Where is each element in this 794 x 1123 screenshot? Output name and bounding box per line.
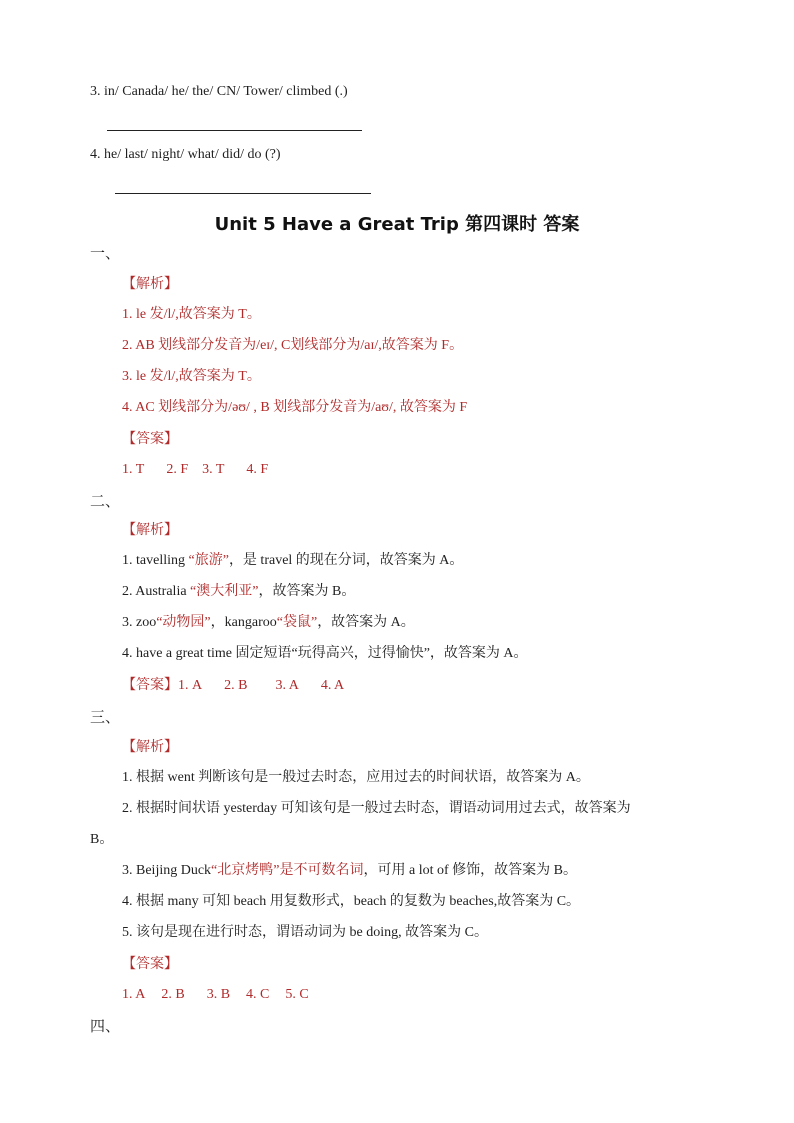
text-segment: “澳大利亚” [190, 584, 259, 599]
section-2-analysis-tag: 【解析】 [122, 522, 178, 538]
answer-item: 3. B [206, 987, 231, 1002]
text-segment: 2. Australia [122, 584, 191, 599]
section-3-answer-tag: 【答案】 [122, 956, 178, 972]
section-3-analysis-tag: 【解析】 [122, 739, 178, 755]
text-segment: “动物园” [156, 615, 211, 630]
text-segment: 3. Beijing Duck [122, 863, 212, 878]
answer-item: 1. T [122, 462, 145, 477]
section-2-line-4: 4. have a great time 固定短语“玩得高兴，过得愉快”，故答案为 A。 [122, 646, 528, 661]
answer-item: 3. T [202, 462, 225, 477]
section-1-answer-tag: 【答案】 [122, 431, 178, 447]
section-3-line-5: 5. 该句是现在进行时态，谓语动词为 be doing, 故答案为 C。 [122, 925, 488, 940]
answer-item: 1. A [122, 987, 146, 1002]
answer-item: 1. A [178, 678, 203, 693]
section-2-line-2 [122, 582, 355, 602]
section-2-answer-tag: 【答案】 [122, 677, 178, 693]
section-1-line-2: 2. AB 划线部分发音为/eɪ/, C划线部分为/aɪ/,故答案为 F。 [122, 338, 464, 353]
section-1-line-1: 1. le 发/l/,故答案为 T。 [122, 307, 261, 322]
answer-item: 2. F [166, 462, 189, 477]
section-3-line-2-cont: B。 [90, 832, 114, 847]
text-segment: ，kangaroo [210, 615, 277, 630]
section-1-label: 一、 [90, 244, 121, 262]
answer-item: 4. A [320, 678, 345, 693]
text-segment: ，可用 a lot of 修饰，故答案为 B。 [363, 863, 577, 878]
text-segment: “袋鼠” [276, 615, 318, 630]
text-segment: “旅游” [188, 553, 229, 568]
section-3-line-3 [122, 861, 577, 881]
section-3-label: 三、 [90, 708, 121, 726]
section-2-answers [122, 675, 344, 696]
section-1-line-4: 4. AC 划线部分为/əʊ/ , B 划线部分发音为/aʊ/, 故答案为 F [122, 400, 468, 415]
section-3-line-1: 1. 根据 went 判断该句是一般过去时态，应用过去的时间状语，故答案为 A。 [122, 770, 590, 785]
answer-item: 2. B [161, 987, 185, 1002]
question-3: 3. in/ Canada/ he/ the/ CN/ Tower/ climbed (.) [90, 84, 348, 99]
section-2-label: 二、 [90, 492, 121, 510]
section-2-line-3 [122, 613, 415, 633]
question-4: 4. he/ last/ night/ what/ did/ do (?) [90, 147, 281, 162]
section-3-answers [122, 985, 309, 1005]
text-segment: ，故答案为 A。 [317, 615, 415, 630]
section-1-line-3: 3. le 发/l/,故答案为 T。 [122, 369, 261, 384]
answer-blank-3 [107, 130, 362, 131]
answer-item: 3. A [275, 678, 299, 693]
text-segment: ，故答案为 B。 [258, 584, 356, 599]
answer-blank-4 [115, 193, 371, 194]
section-2-line-1 [122, 551, 463, 571]
answer-item: 5. C [285, 987, 309, 1002]
answer-item: 2. B [224, 678, 248, 693]
section-3-line-4: 4. 根据 many 可知 beach 用复数形式，beach 的复数为 beaches,故答案为 C。 [122, 894, 581, 909]
section-4-label: 四、 [90, 1017, 121, 1035]
text-segment: 3. zoo [122, 615, 157, 630]
text-segment: 1. tavelling [122, 553, 189, 568]
section-3-line-2: 2. 根据时间状语 yesterday 可知该句是一般过去时态，谓语动词用过去式，故答案为 [122, 801, 631, 816]
answer-item: 4. F [246, 462, 269, 477]
section-1-answers [122, 460, 268, 480]
section-1-analysis-tag: 【解析】 [122, 276, 178, 292]
page-title: Unit 5 Have a Great Trip 第四课时 答案 [214, 214, 580, 235]
text-segment: “北京烤鸭”是不可数名词 [211, 863, 364, 878]
text-segment: ，是 travel 的现在分词，故答案为 A。 [228, 553, 464, 568]
answer-item: 4. C [246, 987, 270, 1002]
